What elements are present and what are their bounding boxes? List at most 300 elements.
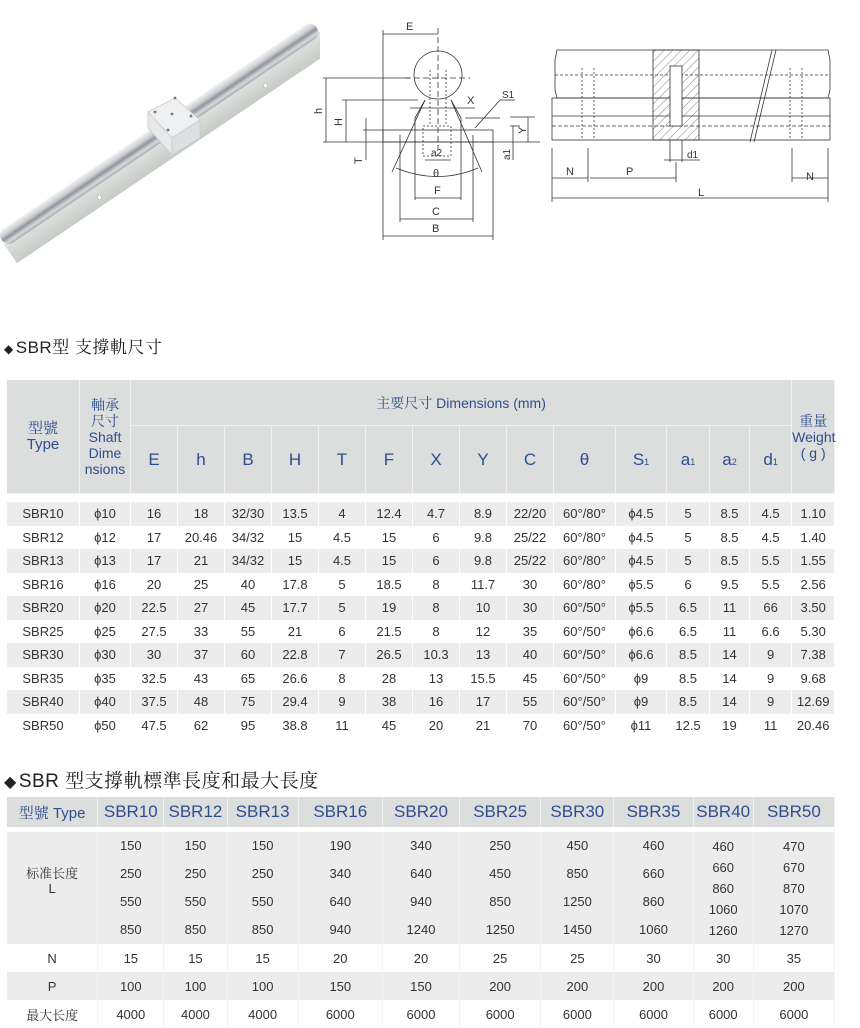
value-cell: 30 [507,573,554,597]
value-cell: ϕ10 [80,502,131,526]
value-cell: 45 [225,596,272,620]
max-length-row-value: 6000 [754,1000,835,1028]
value-cell: 95 [225,714,272,738]
n-row-value: 15 [98,944,164,972]
value-cell: 6 [413,526,460,550]
value-cell: 60°/50° [554,643,616,667]
header-type: 型號 Type [7,797,98,827]
value-cell: 8.5 [667,667,710,691]
header-dimensions-group: 主要尺寸 Dimensions (mm) [131,380,792,426]
dim-symbol: Y [477,449,489,469]
value-cell: 8.9 [460,502,507,526]
section-title-dimensions [4,333,162,358]
std-length-value: 850 [119,922,142,937]
std-length-value: 850 [251,922,274,937]
value-cell: 60°/50° [554,690,616,714]
value-cell: 29.4 [272,690,319,714]
value-cell: ϕ4.5 [616,502,667,526]
header-dim-6 [413,426,460,494]
dim-subscript: 1 [644,456,650,467]
value-cell: 9.8 [460,549,507,573]
dim-symbol: a [722,449,732,469]
table-row [7,643,835,667]
value-cell: 8.5 [710,526,750,550]
dim-symbol: H [288,449,302,469]
value-cell: 22/20 [507,502,554,526]
value-cell: 21 [178,549,225,573]
dim-symbol: h [196,449,206,469]
max-length-row-value: 6000 [694,1000,754,1028]
std-length-cell [164,832,227,944]
value-cell: 22.8 [272,643,319,667]
header-type [7,380,80,494]
label-T: T [353,157,365,164]
std-length-value: 1260 [708,922,738,938]
value-cell: 17 [131,549,178,573]
value-cell: ϕ25 [80,620,131,644]
value-cell: 25/22 [507,526,554,550]
value-cell: 9.5 [710,573,750,597]
value-cell: 60°/80° [554,549,616,573]
value-cell: 8 [413,620,460,644]
std-length-cell [460,832,541,944]
value-cell: 6.5 [667,596,710,620]
dim-symbol: S [632,449,645,469]
value-cell: 47.5 [131,714,178,738]
dim-symbol: C [523,449,537,469]
value-cell: 25/22 [507,549,554,573]
label-B: B [432,223,440,235]
table-row [7,526,835,550]
header-weight-en: Weight [792,428,836,445]
value-cell: 12 [460,620,507,644]
value-cell: 5 [319,573,366,597]
p-row-value: 150 [299,972,383,1000]
table-row [7,596,835,620]
std-length-value: 550 [184,894,207,909]
value-cell: 17 [460,690,507,714]
header-model: SBR10 [98,797,164,827]
value-cell: 34/32 [225,526,272,550]
p-row-value: 200 [754,972,835,1000]
dimensions-table [7,380,835,737]
value-cell: 6 [319,620,366,644]
n-row-value: 30 [694,944,754,972]
section-title-text: SBR型 支撐軌尺寸 [15,338,163,357]
header-dim-1 [178,426,225,494]
value-cell: 4.5 [319,526,366,550]
p-row-value: 100 [98,972,164,1000]
type-cell: SBR35 [7,667,80,691]
std-length-value: 250 [184,866,207,881]
value-cell: 13 [413,667,460,691]
value-cell: 55 [225,620,272,644]
value-cell: 43 [178,667,225,691]
header-type-cn: 型號 [27,419,58,437]
std-length-label-line: L [48,881,56,896]
max-length-row-value: 6000 [299,1000,383,1028]
table-row [7,502,835,526]
value-cell: 12.69 [792,690,835,714]
table-row [7,667,835,691]
header-model: SBR50 [754,797,835,827]
dim-subscript: 2 [731,456,737,467]
std-length-value: 640 [329,894,352,909]
value-cell: 35 [507,620,554,644]
std-length-value: 250 [251,866,274,881]
std-length-value: 450 [566,838,589,853]
std-length-value: 340 [329,866,352,881]
type-cell: SBR25 [7,620,80,644]
value-cell: 8 [319,667,366,691]
side-view-diagram [540,30,850,210]
std-length-cell [754,832,835,944]
std-length-value: 850 [566,866,589,881]
header-dim-7 [460,426,507,494]
type-cell: SBR40 [7,690,80,714]
n-row-value: 20 [383,944,460,972]
p-row-value: 100 [164,972,227,1000]
value-cell: ϕ5.5 [616,596,667,620]
value-cell: 27 [178,596,225,620]
header-dim-4 [319,426,366,494]
max-length-row-value: 4000 [228,1000,299,1028]
value-cell: 5.30 [792,620,835,644]
std-length-value: 940 [329,922,352,937]
value-cell: 8.5 [667,643,710,667]
value-cell: 38.8 [272,714,319,738]
std-length-label-line: 标准长度 [26,866,79,881]
length-table [7,797,835,1028]
std-length-row [7,832,835,944]
max-length-row-value: 6000 [614,1000,693,1028]
value-cell: ϕ9 [616,690,667,714]
std-length-value: 150 [184,838,207,853]
header-model: SBR30 [541,797,614,827]
p-row-label: P [7,972,98,1000]
n-row-value: 35 [754,944,835,972]
value-cell: 12.4 [366,502,413,526]
value-cell: 9 [750,667,792,691]
p-row-value: 200 [694,972,754,1000]
std-length-value: 550 [119,894,142,909]
value-cell: 17.8 [272,573,319,597]
value-cell: 5.5 [750,573,792,597]
label-L: L [698,187,705,199]
value-cell: ϕ40 [80,690,131,714]
value-cell: 9.8 [460,526,507,550]
header-dim-13 [750,426,792,494]
value-cell: 25 [178,573,225,597]
std-length-value: 660 [712,859,735,875]
value-cell: 11 [710,620,750,644]
value-cell: 2.56 [792,573,835,597]
value-cell: 30 [131,643,178,667]
std-length-value: 1250 [562,894,592,909]
label-a1: a1 [502,148,513,160]
value-cell: 8.5 [710,549,750,573]
std-length-value: 1060 [708,901,738,917]
value-cell: 40 [225,573,272,597]
type-cell: SBR30 [7,643,80,667]
value-cell: 7.38 [792,643,835,667]
value-cell: 14 [710,643,750,667]
value-cell: ϕ6.6 [616,643,667,667]
value-cell: 11 [319,714,366,738]
value-cell: 1.10 [792,502,835,526]
section-title-text: SBR 型支撐軌標準長度和最大長度 [18,771,319,792]
value-cell: 60°/80° [554,526,616,550]
value-cell: 13 [460,643,507,667]
value-cell: 32.5 [131,667,178,691]
dim-symbol: F [383,449,395,469]
std-length-value: 860 [712,880,735,896]
value-cell: ϕ35 [80,667,131,691]
max-length-row [7,1000,835,1028]
value-cell: 8.5 [710,502,750,526]
header-model: SBR35 [614,797,693,827]
header-shaft-en-1: Shaft [88,428,122,445]
value-cell: 8.5 [667,690,710,714]
value-cell: 19 [366,596,413,620]
value-cell: 60°/50° [554,620,616,644]
value-cell: 5 [667,526,710,550]
table-row [7,549,835,573]
type-cell: SBR10 [7,502,80,526]
value-cell: 45 [507,667,554,691]
value-cell: 6 [413,549,460,573]
label-N-left: N [566,166,574,178]
std-length-value: 150 [251,838,274,853]
value-cell: 37.5 [131,690,178,714]
value-cell: 37 [178,643,225,667]
header-shaft-cn-2: 尺寸 [91,412,119,429]
value-cell: 10 [460,596,507,620]
value-cell: ϕ4.5 [616,526,667,550]
std-length-cell [98,832,164,944]
value-cell: 55 [507,690,554,714]
n-row-value: 15 [228,944,299,972]
header-weight-unit: ( g ) [800,444,826,461]
header-dim-5 [366,426,413,494]
value-cell: ϕ13 [80,549,131,573]
header-dim-10 [616,426,667,494]
header-dim-0 [131,426,178,494]
value-cell: 11 [710,596,750,620]
p-row-value: 150 [383,972,460,1000]
value-cell: 28 [366,667,413,691]
header-model: SBR12 [164,797,227,827]
dim-symbol: E [148,449,160,469]
std-length-cell [614,832,693,944]
n-row-value: 15 [164,944,227,972]
label-X: X [467,95,475,107]
std-length-value: 460 [642,838,665,853]
value-cell: ϕ16 [80,573,131,597]
value-cell: 18 [178,502,225,526]
value-cell: 60°/80° [554,502,616,526]
value-cell: 3.50 [792,596,835,620]
value-cell: 27.5 [131,620,178,644]
value-cell: ϕ50 [80,714,131,738]
n-row [7,944,835,972]
header-dim-3 [272,426,319,494]
value-cell: 1.55 [792,549,835,573]
value-cell: ϕ30 [80,643,131,667]
value-cell: 22.5 [131,596,178,620]
value-cell: 4.5 [750,526,792,550]
p-row-value: 200 [614,972,693,1000]
value-cell: ϕ20 [80,596,131,620]
value-cell: 15 [272,549,319,573]
value-cell: 26.6 [272,667,319,691]
label-S1: S1 [502,90,515,101]
value-cell: 21 [272,620,319,644]
header-dim-2 [225,426,272,494]
value-cell: 5.5 [750,549,792,573]
value-cell: 8 [413,573,460,597]
max-length-row-value: 4000 [164,1000,227,1028]
label-theta: θ [433,168,440,180]
type-cell: SBR12 [7,526,80,550]
type-cell: SBR16 [7,573,80,597]
label-H: H [333,118,345,126]
header-model: SBR20 [383,797,460,827]
std-length-value: 1070 [779,901,809,917]
std-length-value: 1240 [406,922,436,937]
header-type-en: Type [26,435,60,453]
value-cell: 62 [178,714,225,738]
type-cell: SBR50 [7,714,80,738]
value-cell: 9 [750,690,792,714]
value-cell: 20.46 [178,526,225,550]
value-cell: 9.68 [792,667,835,691]
std-length-value: 460 [712,838,735,854]
value-cell: 40 [507,643,554,667]
std-length-cell [299,832,383,944]
value-cell: 20.46 [792,714,835,738]
value-cell: 26.5 [366,643,413,667]
value-cell: 13.5 [272,502,319,526]
value-cell: 38 [366,690,413,714]
dim-symbol: a [680,449,691,469]
value-cell: 4 [319,502,366,526]
std-length-value: 850 [184,922,207,937]
value-cell: 1.40 [792,526,835,550]
type-cell: SBR20 [7,596,80,620]
value-cell: 5 [667,549,710,573]
value-cell: 15.5 [460,667,507,691]
value-cell: 11 [750,714,792,738]
value-cell: 6.5 [667,620,710,644]
value-cell: 60°/50° [554,596,616,620]
value-cell: 10.3 [413,643,460,667]
value-cell: 14 [710,690,750,714]
table-row [7,620,835,644]
max-length-row-value: 6000 [460,1000,541,1028]
p-row [7,972,835,1000]
value-cell: ϕ5.5 [616,573,667,597]
p-row-value: 200 [541,972,614,1000]
table-row [7,690,835,714]
header-model: SBR16 [299,797,383,827]
value-cell: 4.7 [413,502,460,526]
value-cell: 21 [460,714,507,738]
value-cell: 15 [366,549,413,573]
value-cell: 65 [225,667,272,691]
header-dim-8 [507,426,554,494]
value-cell: 16 [413,690,460,714]
dim-symbol: d [763,449,773,469]
std-length-value: 860 [642,894,665,909]
dim-symbol: T [336,449,348,469]
dim-symbol: B [242,449,254,469]
label-P: P [626,166,634,178]
type-cell: SBR13 [7,549,80,573]
value-cell: 6.6 [750,620,792,644]
max-length-row-value: 6000 [541,1000,614,1028]
std-length-value: 640 [410,866,432,881]
value-cell: 60 [225,643,272,667]
n-row-value: 30 [614,944,693,972]
value-cell: 5 [319,596,366,620]
value-cell: 9 [750,643,792,667]
header-shaft [80,380,131,494]
value-cell: 70 [507,714,554,738]
value-cell: 20 [413,714,460,738]
value-cell: 20 [131,573,178,597]
value-cell: 60°/80° [554,573,616,597]
std-length-value: 870 [783,880,805,896]
p-row-value: 100 [228,972,299,1000]
value-cell: ϕ6.6 [616,620,667,644]
label-d1: d1 [687,150,699,161]
value-cell: ϕ11 [616,714,667,738]
n-row-value: 20 [299,944,383,972]
value-cell: ϕ9 [616,667,667,691]
value-cell: 14 [710,667,750,691]
dim-subscript: 1 [772,456,778,467]
header-shaft-cn-1: 軸承 [91,396,119,413]
value-cell: 60°/50° [554,714,616,738]
std-length-value: 250 [489,838,511,853]
std-length-value: 340 [410,838,432,853]
header-shaft-en-3: nsions [84,460,126,477]
value-cell: 4.5 [319,549,366,573]
value-cell: 33 [178,620,225,644]
dim-symbol: θ [579,449,590,469]
std-length-value: 250 [119,866,142,881]
value-cell: 5 [667,502,710,526]
value-cell: 15 [366,526,413,550]
table-row [7,714,835,738]
table-row [7,573,835,597]
max-length-row-label: 最大长度 [7,1000,98,1028]
value-cell: 75 [225,690,272,714]
max-length-row-value: 6000 [383,1000,460,1028]
std-length-value: 550 [251,894,274,909]
value-cell: 9 [319,690,366,714]
n-row-label: N [7,944,98,972]
value-cell: ϕ12 [80,526,131,550]
std-length-cell [541,832,614,944]
value-cell: 16 [131,502,178,526]
cross-section-diagram [310,0,540,250]
value-cell: 32/30 [225,502,272,526]
value-cell: 19 [710,714,750,738]
diamond-bullet-icon: ◆ [4,342,14,356]
std-length-value: 1450 [562,922,592,937]
